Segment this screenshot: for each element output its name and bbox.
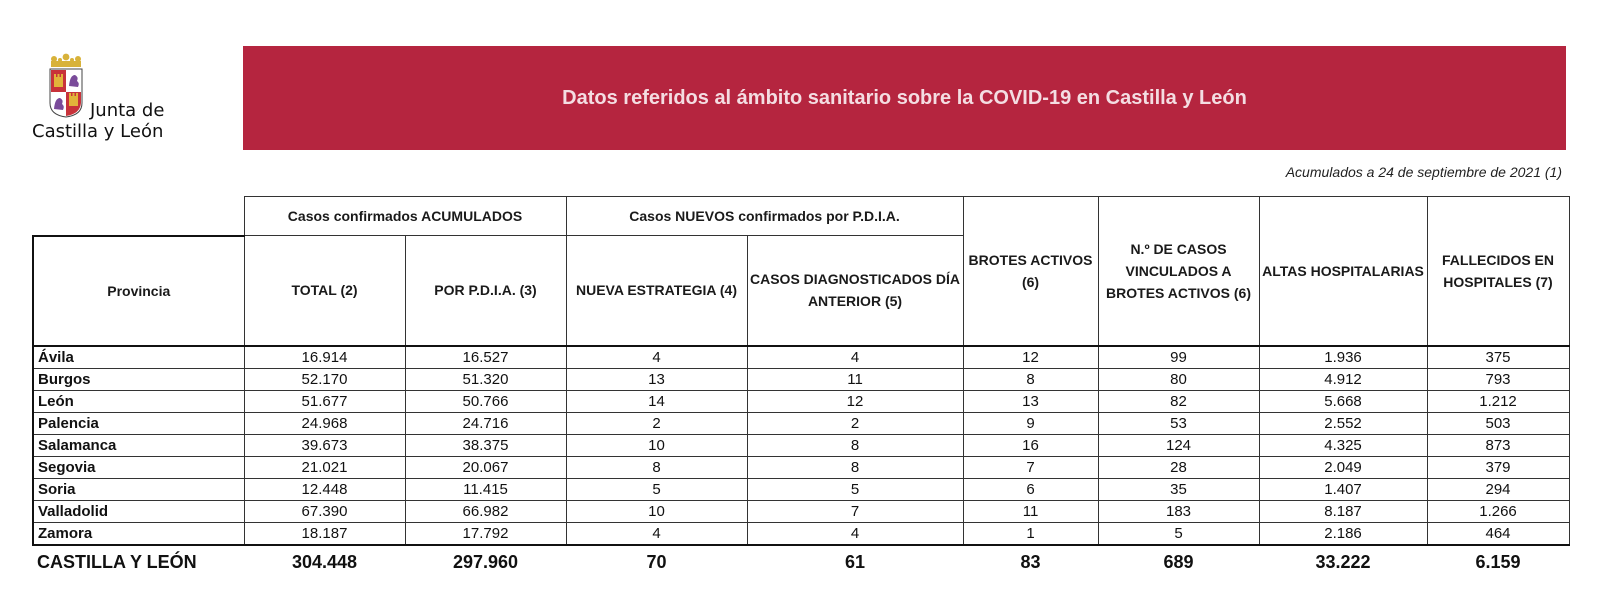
value-cell: 7	[747, 500, 963, 522]
value-cell: 5	[747, 478, 963, 500]
value-cell: 51.677	[244, 390, 405, 412]
value-cell: 24.968	[244, 412, 405, 434]
header-brotes: BROTES ACTIVOS (6)	[963, 197, 1098, 346]
value-cell: 8.187	[1259, 500, 1427, 522]
value-cell: 21.021	[244, 456, 405, 478]
table-row	[33, 434, 1569, 456]
covid-data-table	[32, 196, 1570, 580]
logo-line-1: Junta de	[90, 100, 165, 121]
value-cell: 13	[963, 390, 1098, 412]
value-cell: 8	[566, 456, 747, 478]
province-cell: Soria	[33, 478, 244, 500]
value-cell: 12.448	[244, 478, 405, 500]
header-total: TOTAL (2)	[244, 236, 405, 346]
value-cell: 8	[747, 434, 963, 456]
total-label-cell: CASTILLA Y LEÓN	[33, 545, 244, 580]
value-cell: 20.067	[405, 456, 566, 478]
value-cell: 4.912	[1259, 368, 1427, 390]
value-cell: 52.170	[244, 368, 405, 390]
value-cell: 11.415	[405, 478, 566, 500]
value-cell: 464	[1427, 522, 1569, 545]
table-row	[33, 522, 1569, 545]
value-cell: 4	[566, 346, 747, 369]
value-cell: 793	[1427, 368, 1569, 390]
value-cell: 2.552	[1259, 412, 1427, 434]
province-cell: Zamora	[33, 522, 244, 545]
total-row	[33, 545, 1569, 580]
value-cell: 11	[747, 368, 963, 390]
value-cell: 66.982	[405, 500, 566, 522]
value-cell: 10	[566, 500, 747, 522]
value-cell: 9	[963, 412, 1098, 434]
value-cell: 1.936	[1259, 346, 1427, 369]
value-cell: 2	[747, 412, 963, 434]
value-cell: 5.668	[1259, 390, 1427, 412]
value-cell: 53	[1098, 412, 1259, 434]
header-nueva-estrategia: NUEVA ESTRATEGIA (4)	[566, 236, 747, 346]
value-cell: 38.375	[405, 434, 566, 456]
table-row	[33, 412, 1569, 434]
value-cell: 379	[1427, 456, 1569, 478]
junta-logo	[30, 50, 195, 150]
total-value-cell: 33.222	[1259, 545, 1427, 580]
value-cell: 80	[1098, 368, 1259, 390]
header-group-nuevos: Casos NUEVOS confirmados por P.D.I.A.	[566, 197, 963, 236]
total-value-cell: 6.159	[1427, 545, 1569, 580]
value-cell: 873	[1427, 434, 1569, 456]
total-value-cell: 70	[566, 545, 747, 580]
date-subtitle: Acumulados a 24 de septiembre de 2021 (1)	[1285, 164, 1562, 180]
header-blank	[33, 197, 244, 236]
table-row	[33, 456, 1569, 478]
total-value-cell: 304.448	[244, 545, 405, 580]
province-cell: Ávila	[33, 346, 244, 369]
value-cell: 17.792	[405, 522, 566, 545]
value-cell: 10	[566, 434, 747, 456]
value-cell: 2	[566, 412, 747, 434]
province-cell: Burgos	[33, 368, 244, 390]
value-cell: 2.049	[1259, 456, 1427, 478]
value-cell: 24.716	[405, 412, 566, 434]
value-cell: 183	[1098, 500, 1259, 522]
province-cell: León	[33, 390, 244, 412]
value-cell: 8	[747, 456, 963, 478]
value-cell: 11	[963, 500, 1098, 522]
value-cell: 294	[1427, 478, 1569, 500]
value-cell: 8	[963, 368, 1098, 390]
value-cell: 124	[1098, 434, 1259, 456]
header-fallecidos: FALLECIDOS EN HOSPITALES (7)	[1427, 197, 1569, 346]
value-cell: 12	[963, 346, 1098, 369]
table-row	[33, 346, 1569, 369]
value-cell: 4	[747, 522, 963, 545]
value-cell: 2.186	[1259, 522, 1427, 545]
value-cell: 1.212	[1427, 390, 1569, 412]
value-cell: 39.673	[244, 434, 405, 456]
value-cell: 35	[1098, 478, 1259, 500]
value-cell: 28	[1098, 456, 1259, 478]
header-pdia: POR P.D.I.A. (3)	[405, 236, 566, 346]
header-diagnosticados: CASOS DIAGNOSTICADOS DÍA ANTERIOR (5)	[747, 236, 963, 346]
value-cell: 1.266	[1427, 500, 1569, 522]
value-cell: 67.390	[244, 500, 405, 522]
value-cell: 503	[1427, 412, 1569, 434]
value-cell: 4	[747, 346, 963, 369]
province-cell: Salamanca	[33, 434, 244, 456]
table-body	[33, 346, 1569, 545]
value-cell: 82	[1098, 390, 1259, 412]
table-row	[33, 500, 1569, 522]
total-value-cell: 83	[963, 545, 1098, 580]
value-cell: 375	[1427, 346, 1569, 369]
table-row	[33, 478, 1569, 500]
logo-line-2: Castilla y León	[32, 121, 164, 142]
value-cell: 1.407	[1259, 478, 1427, 500]
value-cell: 6	[963, 478, 1098, 500]
banner-title: Datos referidos al ámbito sanitario sobre la COVID-19 en Castilla y León	[562, 86, 1247, 109]
total-value-cell: 297.960	[405, 545, 566, 580]
province-cell: Segovia	[33, 456, 244, 478]
total-value-cell: 689	[1098, 545, 1259, 580]
value-cell: 99	[1098, 346, 1259, 369]
value-cell: 14	[566, 390, 747, 412]
header-vinculados: N.º DE CASOS VINCULADOS A BROTES ACTIVOS (6)	[1098, 197, 1259, 346]
value-cell: 50.766	[405, 390, 566, 412]
value-cell: 18.187	[244, 522, 405, 545]
value-cell: 12	[747, 390, 963, 412]
value-cell: 7	[963, 456, 1098, 478]
header-group-acumulados: Casos confirmados ACUMULADOS	[244, 197, 566, 236]
value-cell: 16	[963, 434, 1098, 456]
table-row	[33, 368, 1569, 390]
header-provincia: Provincia	[33, 236, 244, 346]
value-cell: 5	[566, 478, 747, 500]
value-cell: 4	[566, 522, 747, 545]
header-altas: ALTAS HOSPITALARIAS	[1259, 197, 1427, 346]
value-cell: 16.527	[405, 346, 566, 369]
total-value-cell: 61	[747, 545, 963, 580]
title-banner	[243, 46, 1566, 150]
value-cell: 1	[963, 522, 1098, 545]
logo-text	[32, 100, 207, 142]
value-cell: 4.325	[1259, 434, 1427, 456]
province-cell: Valladolid	[33, 500, 244, 522]
value-cell: 5	[1098, 522, 1259, 545]
value-cell: 16.914	[244, 346, 405, 369]
value-cell: 51.320	[405, 368, 566, 390]
province-cell: Palencia	[33, 412, 244, 434]
table-row	[33, 390, 1569, 412]
value-cell: 13	[566, 368, 747, 390]
